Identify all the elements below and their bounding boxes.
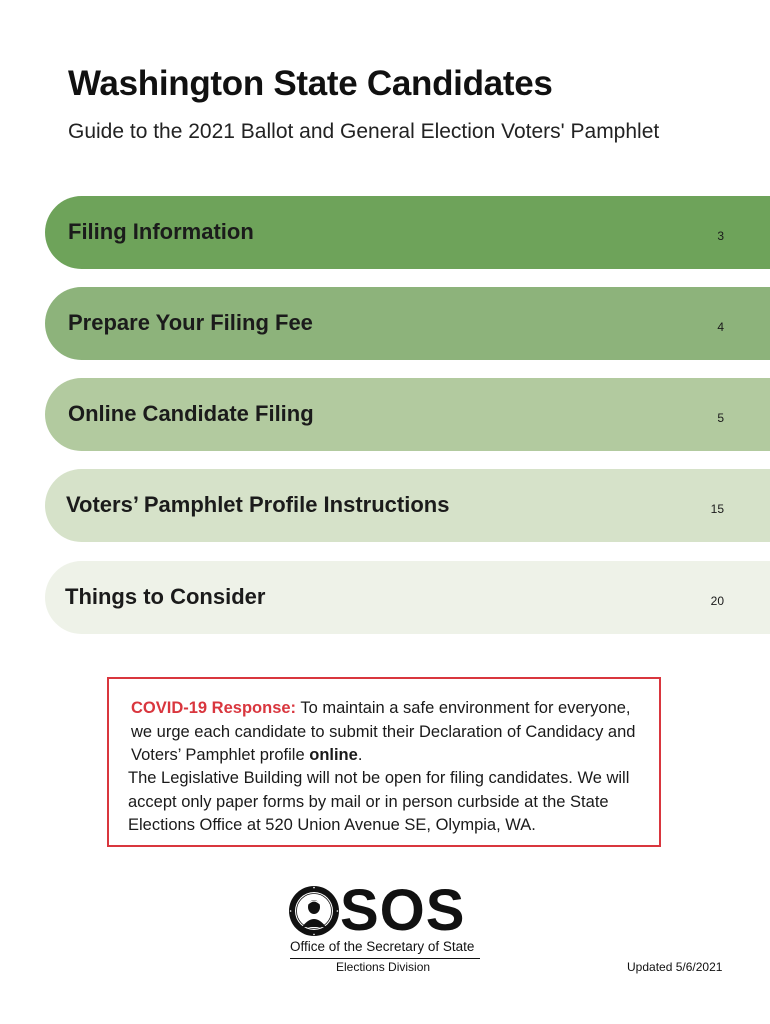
covid-notice-text: To maintain a safe environment for everyone, we urge each candidate to submit their Declaration of Candidacy and Voters’ Pamphlet profile [131, 699, 636, 764]
toc-item-label: Prepare Your Filing Fee [68, 309, 313, 335]
updated-date: Updated 5/6/2021 [627, 960, 723, 974]
toc-item-page-number: 15 [710, 501, 724, 516]
sos-letters: SOS [340, 878, 466, 943]
covid-notice-paragraph [131, 697, 651, 768]
covid-notice-heading: COVID-19 Response: [131, 699, 297, 717]
toc-item-label: Online Candidate Filing [68, 400, 314, 426]
toc-item-voters-pamphlet-profile[interactable] [45, 469, 770, 542]
toc-item-online-candidate-filing[interactable] [45, 378, 770, 451]
toc-item-page-number: 20 [710, 593, 724, 608]
toc-item-page-number: 3 [717, 228, 724, 243]
covid-notice-text-end: . [357, 746, 363, 764]
state-seal-icon [288, 885, 340, 937]
sos-logo [288, 878, 482, 977]
toc-item-page-number: 4 [717, 319, 724, 334]
page-title: Washington State Candidates [68, 64, 553, 103]
covid-notice-emphasis: online [309, 746, 358, 764]
covid-notice-box [107, 677, 661, 847]
toc-item-label: Filing Information [68, 218, 254, 244]
division-name: Elections Division [336, 960, 431, 974]
office-name: Office of the Secretary of State [290, 939, 475, 954]
toc-item-label: Voters’ Pamphlet Profile Instructions [66, 491, 450, 517]
toc-item-label: Things to Consider [65, 583, 266, 609]
covid-notice-paragraph-2: The Legislative Building will not be open for filing candidates. We will accept only paper forms by mail or in person curbside at the State Elections Office at 520 Union Avenue SE, Olympia, WA. [128, 769, 630, 834]
toc-item-prepare-filing-fee[interactable] [45, 287, 770, 360]
toc-item-page-number: 5 [717, 410, 724, 425]
logo-divider [290, 958, 480, 959]
toc-item-filing-information[interactable] [45, 196, 770, 269]
page-subtitle: Guide to the 2021 Ballot and General Election Voters' Pamphlet [68, 120, 660, 143]
toc-item-things-to-consider[interactable] [45, 561, 770, 634]
